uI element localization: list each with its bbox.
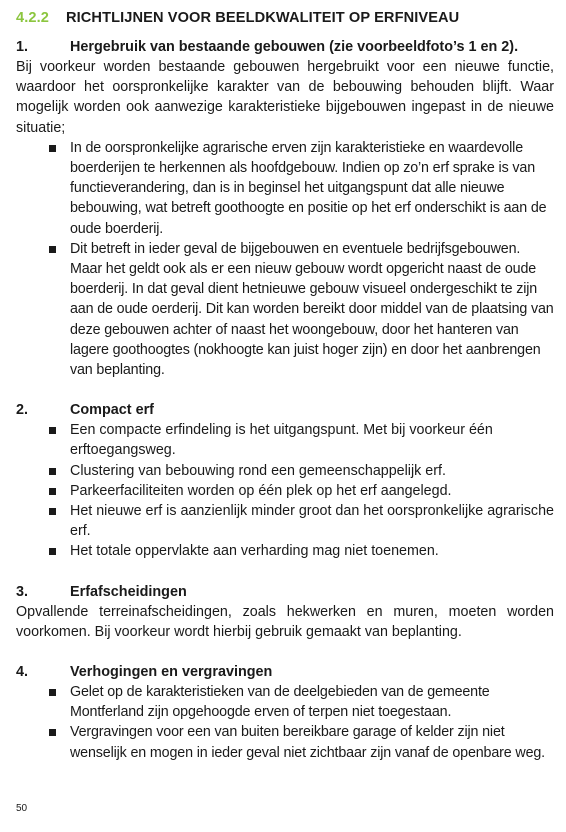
square-bullet-icon <box>16 481 70 501</box>
section-title <box>16 37 554 57</box>
bullet-list <box>16 420 554 561</box>
section-erfafscheidingen <box>16 582 554 642</box>
square-bullet-icon <box>16 682 70 722</box>
list-item <box>16 481 554 501</box>
list-item-text: Gelet op de karakteristieken van de deelgebieden van de gemeente Montferland zijn opgehoogde erven of terpen niet toegestaan. <box>70 684 490 721</box>
square-bullet-icon <box>16 420 70 460</box>
list-item <box>16 682 554 722</box>
list-item-text: In de oorspronkelijke agrarische erven zijn karakteristieke en waardevolle boerderijen te herkennen als hoofdgebouw. Indien op zo’n erf sprake is van functieverandering, dan is in beginsel het uitgangspunt dat alle nieuwe bebouwing, wat betreft goothoogte en positie op het erf onderschikt is aan de oude boerderij. <box>70 139 547 237</box>
square-bullet-icon <box>16 239 70 380</box>
section-hergebruik <box>16 37 554 380</box>
list-item <box>16 239 554 380</box>
section-title-text: Hergebruik van bestaande gebouwen (zie voorbeeldfoto’s 1 en 2). <box>70 39 519 55</box>
list-item-text: Parkeerfaciliteiten worden op één plek op het erf aangelegd. <box>70 482 452 499</box>
section-verhogingen <box>16 662 554 763</box>
section-title-text: Verhogingen en vergravingen <box>70 664 273 681</box>
heading-title: RICHTLIJNEN VOOR BEELDKWALITEIT OP ERFNIVEAU <box>66 10 460 26</box>
chapter-heading <box>16 10 554 26</box>
page-number: 50 <box>16 803 28 814</box>
list-item <box>16 501 554 541</box>
list-item <box>16 461 554 481</box>
list-item <box>16 541 554 561</box>
document-page <box>16 10 554 783</box>
list-item <box>16 138 554 239</box>
list-item-text: Clustering van bebouwing rond een gemeenschappelijk erf. <box>70 462 446 479</box>
section-title <box>16 582 554 602</box>
section-title <box>16 662 554 682</box>
section-title-text: Compact erf <box>70 402 154 419</box>
section-compact-erf <box>16 400 554 561</box>
list-item-text: Dit betreft in ieder geval de bijgebouwen en eventuele bedrijfsgebouwen. Maar het geldt ook als er een nieuw gebouw wordt opgericht naast de oude boerderij. In dat geval dient hetnieuwe gebouw visueel ondergeschikt te zijn aan de oude oerderij. Dit kan worden bereikt door middel van de plaatsing van deze gebouwen achter of naast het woongebouw, door het hanteren van lagere goothoogtes (nokhoogte kan juist hoger zijn) en door het aanbrengen van beplanting. <box>70 240 554 379</box>
list-item-text: Het nieuwe erf is aanzienlijk minder groot dan het oorspronkelijke agrarische erf. <box>70 503 554 540</box>
section-number: 4. <box>16 664 29 681</box>
section-number: 2. <box>16 402 29 419</box>
square-bullet-icon <box>16 138 70 239</box>
section-intro: Opvallende terreinafscheidingen, zoals hekwerken en muren, moeten worden voorkomen. Bij voorkeur wordt hierbij gebruik gemaakt van beplanting. <box>16 603 554 640</box>
section-title-text: Erfafscheidingen <box>70 583 187 600</box>
section-number: 1. <box>16 39 29 55</box>
square-bullet-icon <box>16 461 70 481</box>
section-title <box>16 400 554 420</box>
heading-number: 4.2.2 <box>16 10 49 26</box>
list-item <box>16 420 554 460</box>
square-bullet-icon <box>16 722 70 762</box>
bullet-list <box>16 138 554 380</box>
section-intro: Bij voorkeur worden bestaande gebouwen hergebruikt voor een nieuwe functie, waardoor het oorspronkelijke karakter van de bebouwing behouden blijft. Waar mogelijk worden ook aanwezige karakteristieke bijgebouwen ingepast in de nieuwe situatie; <box>16 59 554 136</box>
list-item-text: Een compacte erfindeling is het uitgangspunt. Met bij voorkeur één erftoegangsweg. <box>70 422 493 459</box>
section-number: 3. <box>16 583 29 600</box>
list-item-text: Het totale oppervlakte aan verharding mag niet toenemen. <box>70 543 439 560</box>
bullet-list <box>16 682 554 763</box>
list-item <box>16 722 554 762</box>
list-item-text: Vergravingen voor een van buiten bereikbare garage of kelder zijn niet wenselijk en mogen in ieder geval niet zichtbaar zijn vanaf de openbare weg. <box>70 724 545 761</box>
square-bullet-icon <box>16 501 70 541</box>
square-bullet-icon <box>16 541 70 561</box>
